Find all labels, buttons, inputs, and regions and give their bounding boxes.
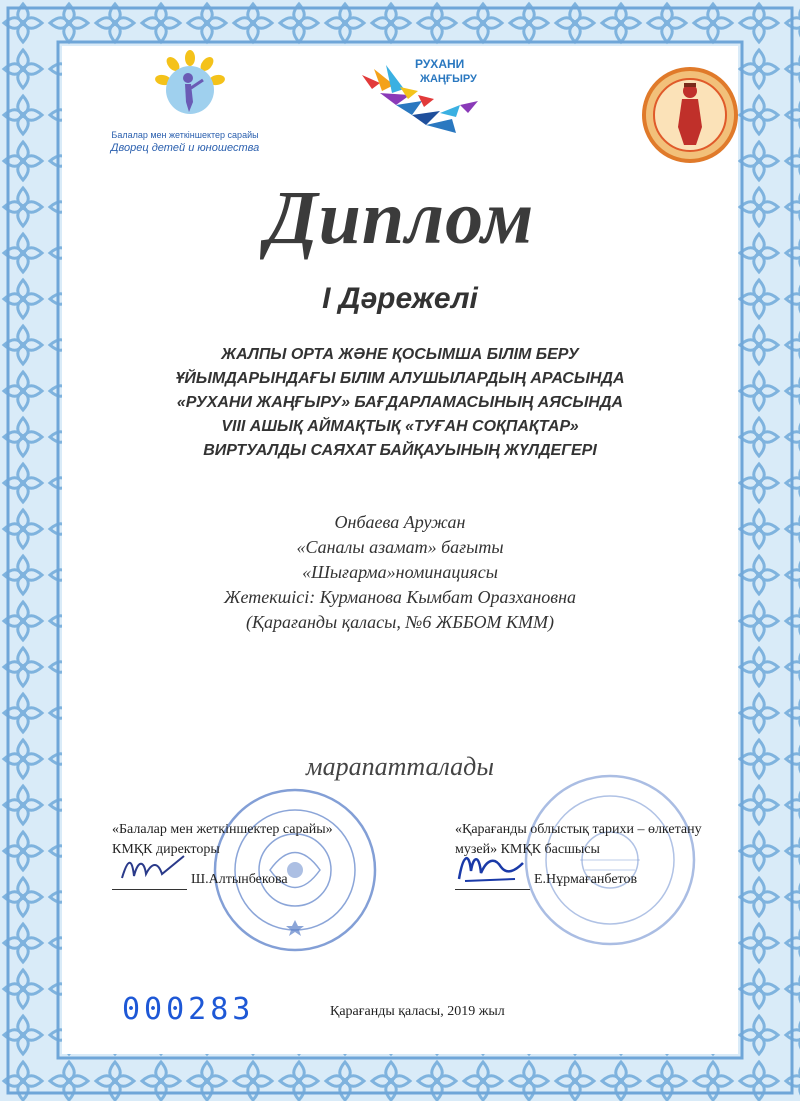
left-signatory-org: «Балалар мен жеткіншектер сарайы» bbox=[112, 822, 333, 837]
museum-logo bbox=[640, 65, 740, 165]
degree-label: I Дәрежелі bbox=[322, 282, 478, 315]
diploma-title: Диплом bbox=[265, 176, 535, 260]
rukhani-label: РУХАНИ bbox=[415, 57, 465, 71]
school-label: (Қарағанды қаласы, №6 ЖББОМ КММ) bbox=[246, 612, 554, 632]
award-description bbox=[150, 343, 650, 463]
right-signatory-name: Е.Нұрмағанбетов bbox=[534, 872, 638, 887]
sun-child-icon bbox=[155, 50, 225, 120]
recipient-details bbox=[150, 510, 650, 635]
awarded-label: марапатталады bbox=[306, 752, 494, 781]
serial-number: 000283 bbox=[122, 992, 255, 1027]
rukhani-zhangyru-logo bbox=[360, 55, 510, 140]
left-signatory bbox=[112, 820, 412, 890]
zhangyru-label: ЖАҢҒЫРУ bbox=[420, 73, 477, 85]
right-signatory-org: «Қарағанды облыстық тарихи – өлкетану bbox=[455, 822, 702, 837]
palace-caption-ru: Дворец детей и юношества bbox=[110, 142, 260, 154]
direction-label: «Саналы азамат» бағыты bbox=[296, 537, 504, 557]
description-line: ЖАЛПЫ ОРТА ЖӘНЕ ҚОСЫМША БІЛІМ БЕРУ bbox=[221, 346, 579, 363]
left-signatory-name: Ш.Алтынбекова bbox=[191, 872, 288, 887]
palace-caption-kz: Балалар мен жеткіншектер сарайы bbox=[111, 130, 259, 140]
footer-place-year: Қарағанды қаласы, 2019 жыл bbox=[330, 1004, 505, 1019]
warrior-emblem-icon bbox=[640, 65, 740, 165]
description-line: VIII АШЫҚ АЙМАҚТЫҚ «ТУҒАН СОҚПАҚТАР» bbox=[221, 418, 579, 435]
description-line: ҰЙЫМДАРЫНДАҒЫ БІЛІМ АЛУШЫЛАРДЫҢ АРАСЫНДА bbox=[175, 370, 625, 387]
signature-line bbox=[112, 875, 187, 890]
signature-line bbox=[455, 875, 530, 890]
nomination-label: «Шығарма»номинациясы bbox=[302, 562, 498, 582]
supervisor-label: Жетекшісі: Курманова Кымбат Оразхановна bbox=[224, 587, 576, 607]
recipient-name: Онбаева Аружан bbox=[334, 512, 466, 532]
left-signatory-role: КМҚК директоры bbox=[112, 842, 220, 857]
description-line: «РУХАНИ ЖАҢҒЫРУ» БАҒДАРЛАМАСЫНЫҢ АЯСЫНДА bbox=[176, 394, 624, 411]
palace-logo bbox=[110, 50, 260, 160]
right-signatory bbox=[455, 820, 755, 890]
right-signatory-role: музей» КМҚК басшысы bbox=[455, 842, 600, 857]
description-line: ВИРТУАЛДЫ САЯХАТ БАЙҚАУЫНЫҢ ЖҮЛДЕГЕРІ bbox=[203, 442, 597, 459]
